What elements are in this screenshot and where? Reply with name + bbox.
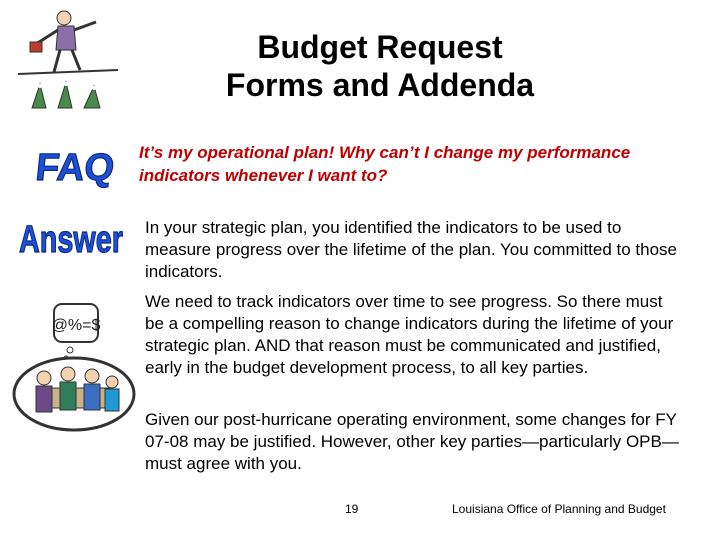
tightrope-walker-icon	[14, 4, 122, 112]
answer-icon	[15, 208, 127, 264]
title-line-1: Budget Request	[257, 29, 503, 65]
faq-icon	[33, 140, 117, 190]
answer-paragraph-2: We need to track indicators over time to see progress. So there must be a compelling reason to change indicators during the lifetime of your strategic plan. AND that reason must be communicated and justified, early in the budget development process, to all key parties.	[145, 292, 674, 377]
page-number: 19	[345, 502, 359, 516]
faq-icon-text: FAQ	[33, 147, 117, 189]
page-title	[160, 28, 600, 104]
footer-organization: Louisiana Office of Planning and Budget	[452, 502, 666, 516]
answer-paragraph-1: In your strategic plan, you identified the indicators to be used to measure progress over the lifetime of the plan. You committed to those indicators.	[145, 218, 678, 281]
meeting-icon	[10, 298, 138, 433]
faq-question: It’s my operational plan! Why can’t I change my performance indicators whenever I want to?	[139, 143, 631, 185]
answer-paragraph-3: Given our post-hurricane operating environment, some changes for FY 07-08 may be justified. However, other key parties—particularly OPB—must agree with you.	[145, 410, 679, 473]
title-line-2: Forms and Addenda	[225, 67, 535, 103]
answer-icon-text: Answer	[19, 219, 124, 261]
svg-text:@%=$: @%=$	[51, 317, 101, 334]
